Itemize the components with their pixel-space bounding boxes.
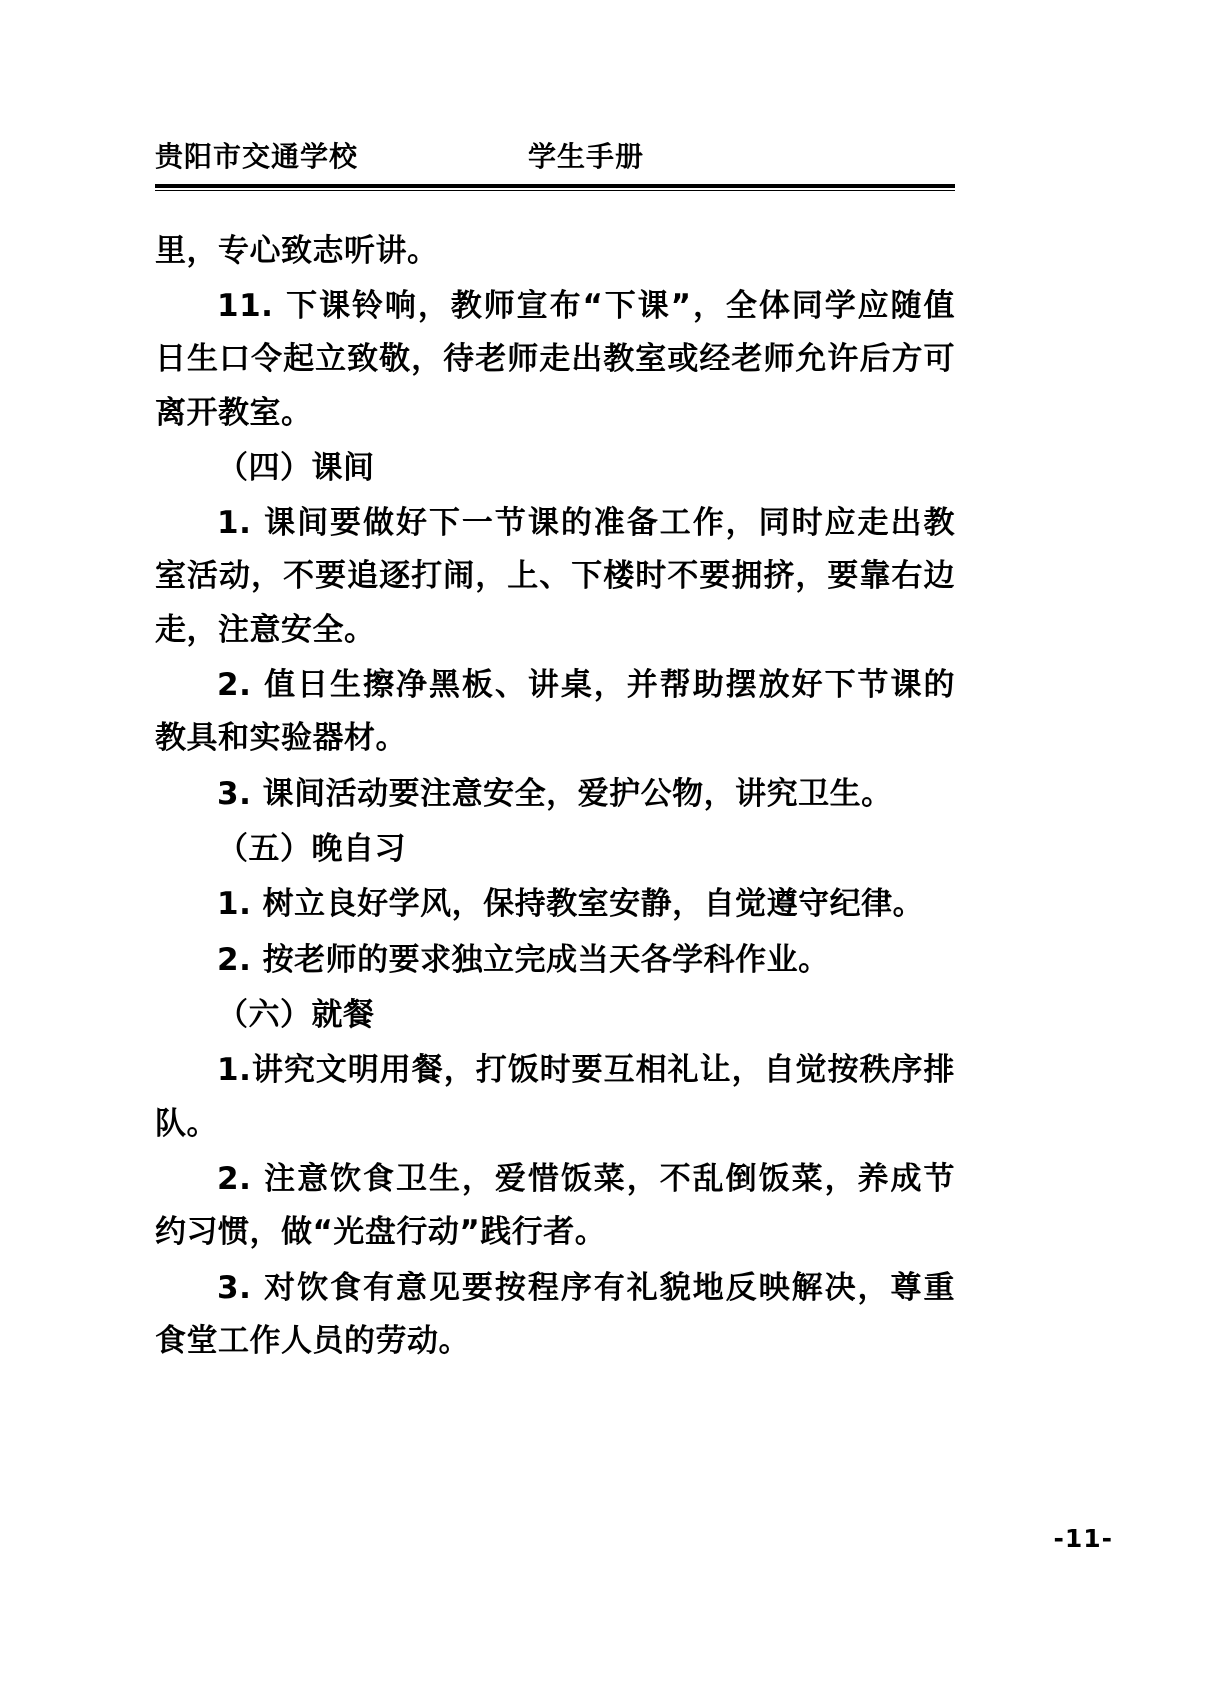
paragraph: 1. 课间要做好下一节课的准备工作，同时应走出教室活动，不要追逐打闹，上、下楼时不要拥挤，要靠右边走，注意安全。 (155, 505, 955, 648)
paragraph: 3. 对饮食有意见要按程序有礼貌地反映解决，尊重食堂工作人员的劳动。 (155, 1269, 955, 1359)
paragraph: 1. 树立良好学风，保持教室安静，自觉遵守纪律。 (217, 886, 925, 923)
page-content (155, 140, 955, 1370)
paragraph: 11. 下课铃响，教师宣布“下课”，全体同学应随值日生口令起立致敬，待老师走出教室或经老师允许后方可离开教室。 (155, 287, 955, 431)
page-header (155, 140, 955, 184)
body-text (155, 225, 955, 1369)
paragraph: 2. 按老师的要求独立完成当天各学科作业。 (217, 941, 830, 978)
paragraph: （六）就餐 (217, 996, 375, 1033)
paragraph: （五）晚自习 (217, 831, 406, 868)
paragraph: 3. 课间活动要注意安全，爱护公物，讲究卫生。 (217, 775, 893, 812)
paragraph: 2. 注意饮食卫生，爱惜饭菜，不乱倒饭菜，养成节约习惯，做“光盘行动”践行者。 (155, 1160, 955, 1251)
header-school-name: 贵阳市交通学校 (155, 140, 359, 173)
paragraph: 1.讲究文明用餐，打饭时要互相礼让，自觉按秩序排队。 (155, 1052, 955, 1142)
page-number: -11- (1053, 1524, 1113, 1553)
header-divider (155, 184, 955, 191)
paragraph: 2. 值日生擦净黑板、讲桌，并帮助摆放好下节课的教具和实验器材。 (155, 667, 955, 757)
paragraph: 里，专心致志听讲。 (155, 232, 439, 269)
paragraph: （四）课间 (217, 449, 375, 486)
header-document-title: 学生手册 (528, 140, 645, 173)
